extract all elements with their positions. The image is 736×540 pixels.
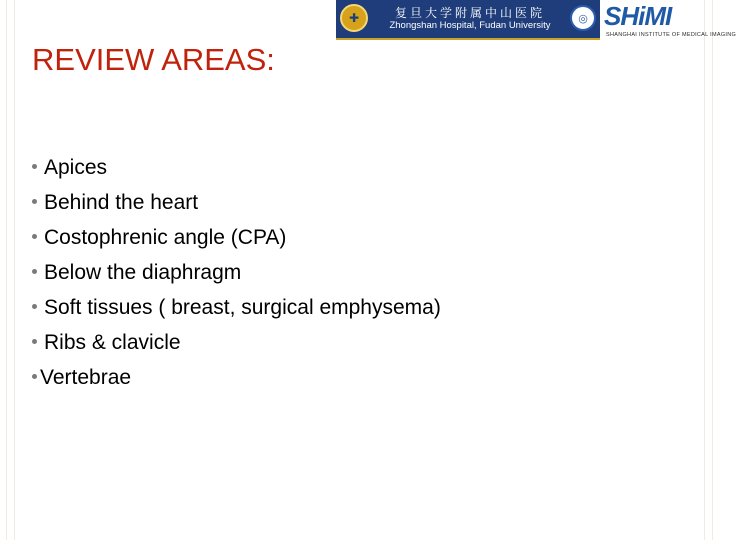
institute-logo-subtitle: SHANGHAI INSTITUTE OF MEDICAL IMAGING (606, 32, 736, 38)
slide-title: REVIEW AREAS: (32, 42, 275, 77)
list-item-text: Behind the heart (44, 191, 199, 214)
list-item-text: Apices (44, 156, 108, 179)
zhongshan-emblem-icon: ✚ (340, 4, 368, 32)
template-guide-line (14, 0, 15, 540)
hospital-logo-banner (336, 0, 600, 40)
template-guide-line (712, 0, 713, 540)
bullet-icon (32, 339, 37, 344)
bullet-icon (32, 269, 37, 274)
fudan-seal-icon: ◎ (570, 5, 596, 31)
institute-logo-mark: SHiMI (604, 1, 672, 31)
list-item-text: Below the diaphragm (44, 261, 242, 284)
bullet-icon (32, 164, 37, 169)
bullet-icon (32, 199, 37, 204)
list-item-text: Vertebrae (40, 366, 132, 389)
template-guide-line (704, 0, 705, 540)
list-item-text: Ribs & clavicle (44, 331, 181, 354)
list-item-text: Costophrenic angle (CPA) (44, 226, 287, 249)
hospital-name-english: Zhongshan Hospital, Fudan University (389, 20, 551, 31)
bullet-icon (32, 374, 37, 379)
hospital-name-chinese: 复旦大学附属中山医院 (394, 6, 545, 20)
bullet-icon (32, 304, 37, 309)
template-guide-line (6, 0, 7, 540)
bullet-icon (32, 234, 37, 239)
list-item-text: Soft tissues ( breast, surgical emphysema) (44, 296, 441, 319)
institute-logo (604, 1, 736, 46)
